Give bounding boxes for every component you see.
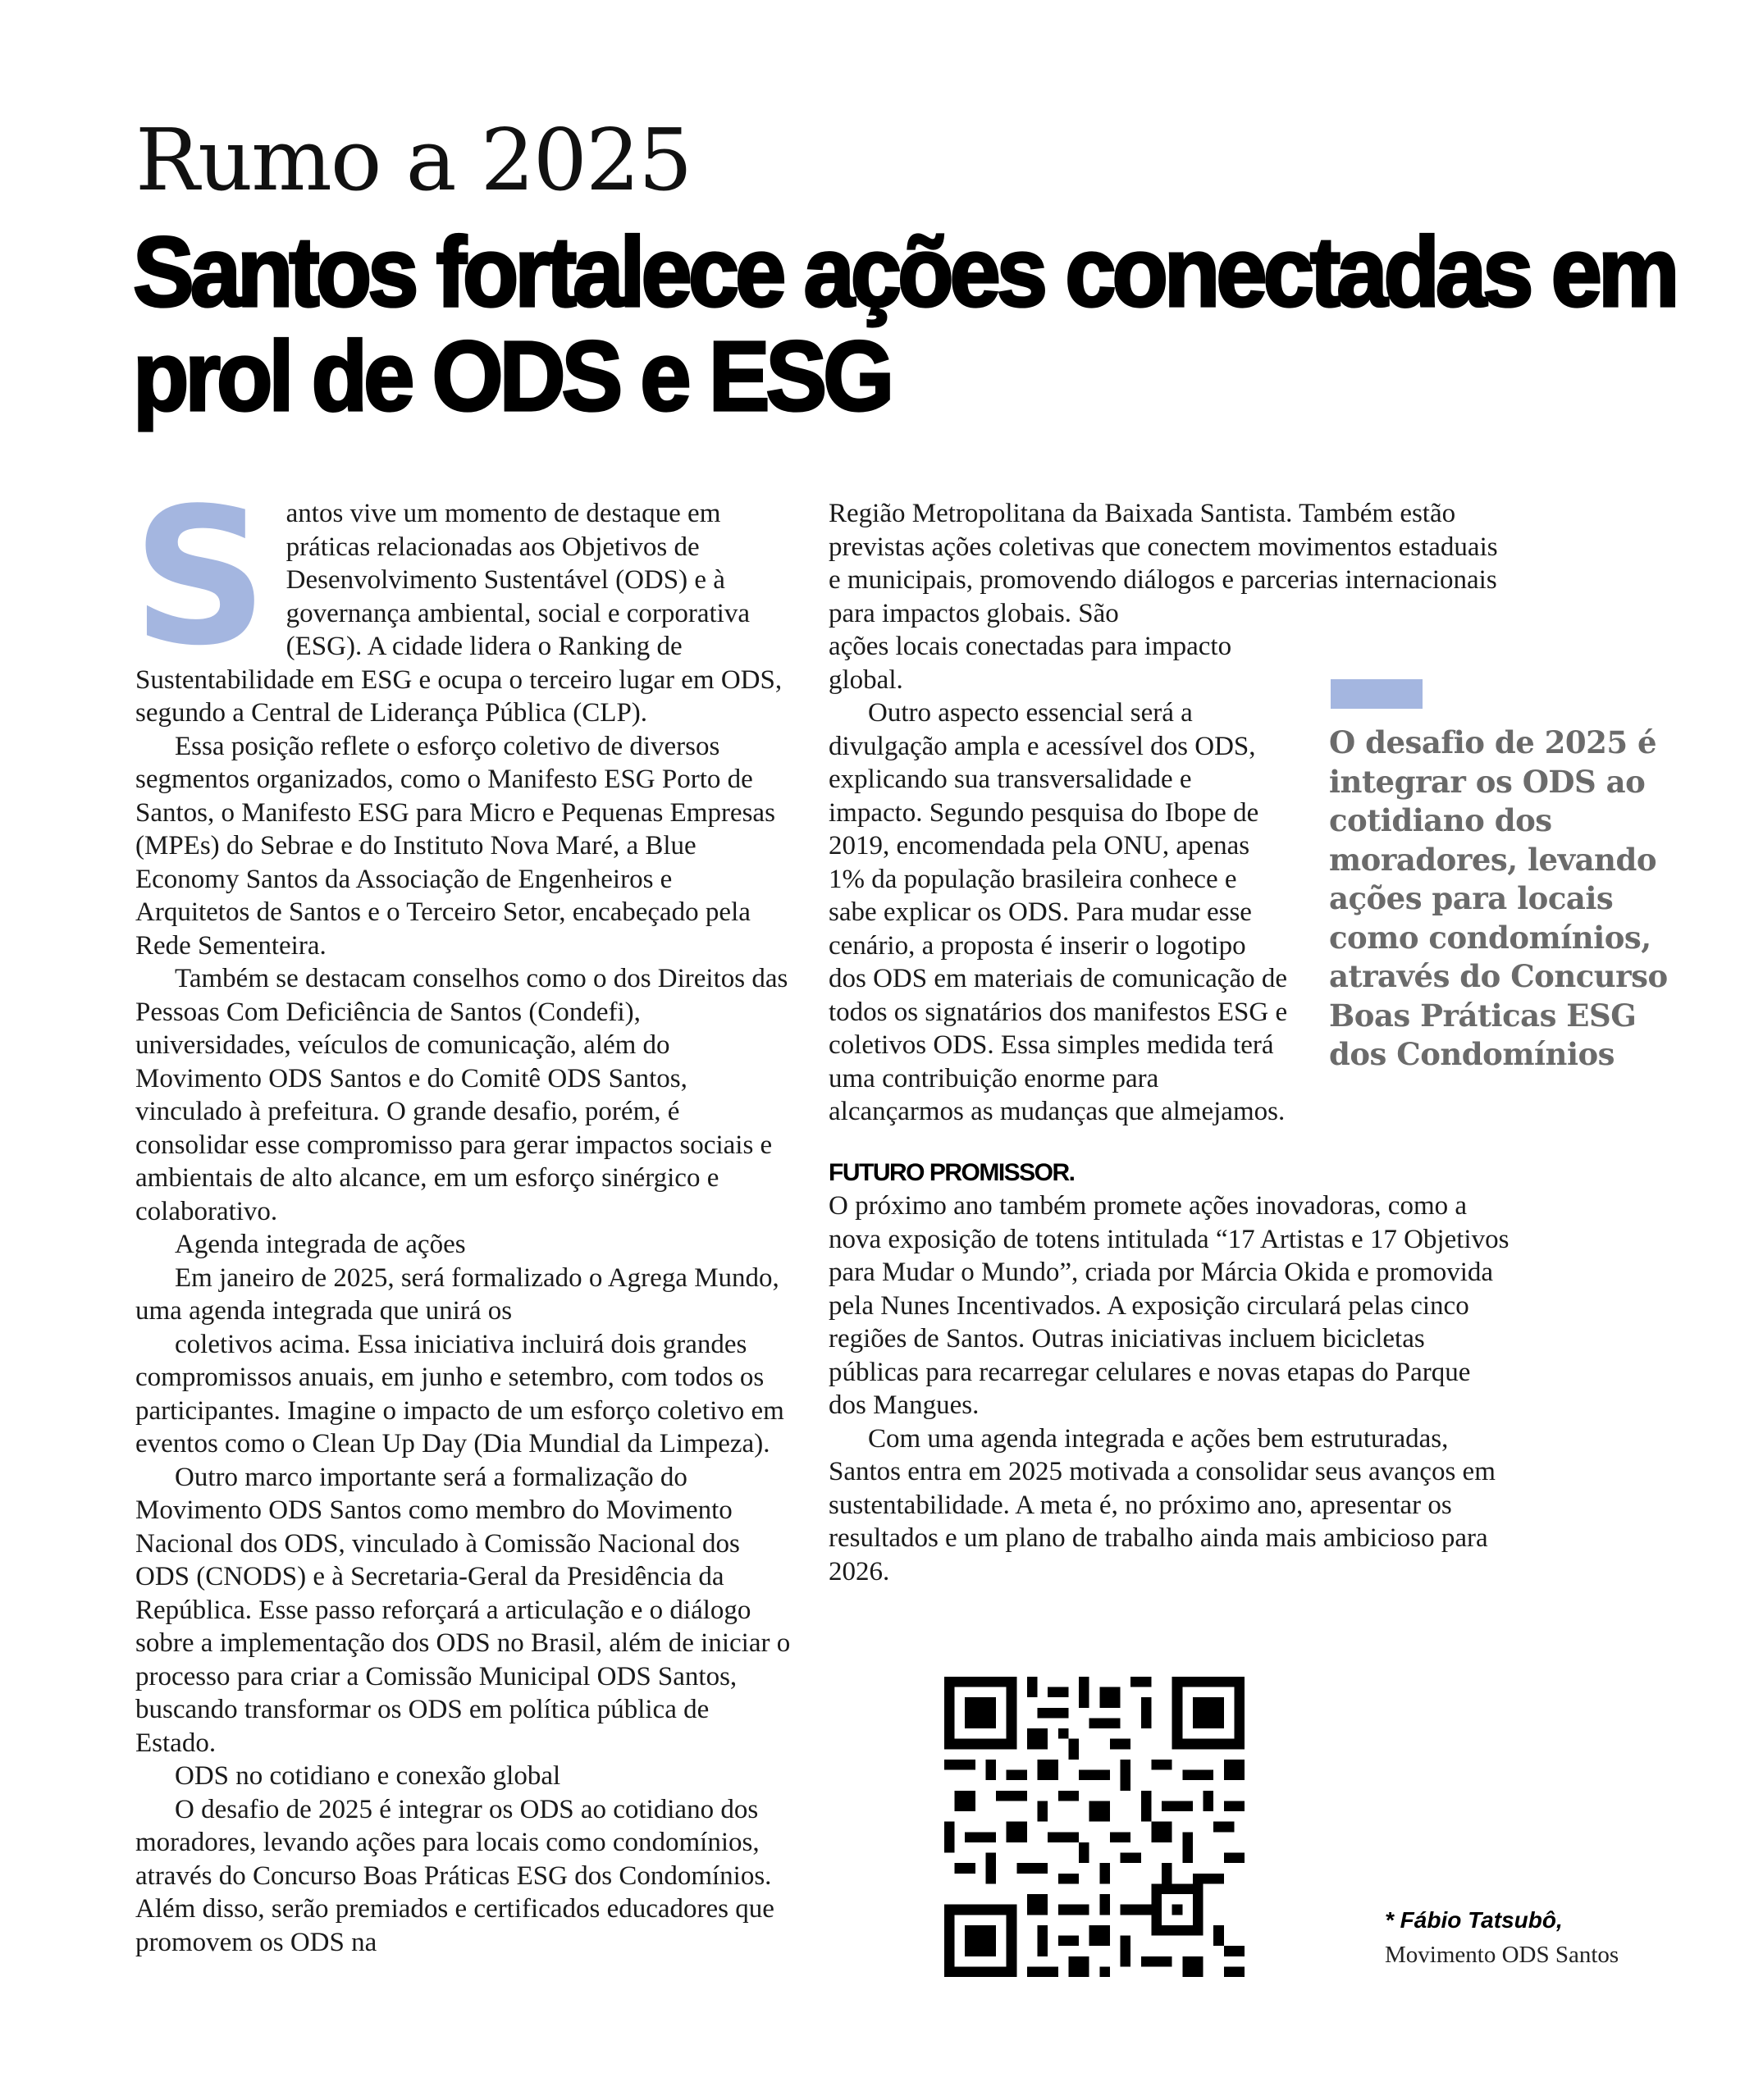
article-headline: Santos fortalece ações conectadas em prol de ODS e ESG	[133, 216, 1676, 432]
lead-paragraph: Santos vive um momento de destaque em práticas relacionadas aos Objetivos de Desenvolvimento Sustentável (ODS) e à governança ambiental, social e corporativa (ESG). A cidade lidera o Ranking de Sustentabilidade em ESG e ocupa o terceiro lugar em ODS, segundo a Central de Liderança Pública (CLP).	[132, 468, 783, 728]
body-paragraph: Essa posição reflete o esforço coletivo de diversos segmentos organizados, como o Manifesto ESG Porto de Santos, o Manifesto ESG para Micro e Pequenas Empresas (MPEs) do Sebrae e do Instituto Nova Maré, a Blue Economy Santos da Associação de Engenheiros e Arquitetos de Santos e o Terceiro Setor, encabeçado pela Rede Sementeira.	[135, 731, 775, 961]
body-paragraph: O desafio de 2025 é integrar os ODS ao cotidiano dos moradores, levando ações para locais como condomínios, através do Concurso Boas Práticas ESG dos Condomínios. Além disso, serão premiados e certificados educadores que promovem os ODS na	[135, 1794, 774, 1957]
body-paragraph: Com uma agenda integrada e ações bem estruturadas, Santos entra em 2025 motivada a consolidar seus avanços em sustentabilidade. A meta é, no próximo ano, apresentar os resultados e um plano de trabalho ainda mais ambicioso para 2026.	[829, 1423, 1496, 1586]
section-heading-agenda: Agenda integrada de ações	[175, 1230, 466, 1259]
body-paragraph: ações locais conectadas para impacto global.	[829, 632, 1232, 695]
author-byline	[1385, 1903, 1619, 1972]
body-paragraph: Também se destacam conselhos como o dos Direitos das Pessoas Com Deficiência de Santos (Condefi), universidades, veículos de comunicação, além do Movimento ODS Santos e do Comitê ODS Santos, vinculado à prefeitura. O grande desafio, porém, é consolidar esse compromisso para gerar impactos sociais e ambientais de alto alcance, em um esforço sinérgico e colaborativo.	[135, 964, 788, 1226]
body-paragraph: coletivos acima. Essa iniciativa incluirá dois grandes compromissos anuais, em junho e setembro, com todos os participantes. Imagine o impacto de um esforço coletivo em eventos como o Clean Up Day (Dia Mundial da Limpeza).	[135, 1329, 784, 1459]
article-column-1	[132, 468, 792, 1959]
section-heading-ods: ODS no cotidiano e conexão global	[175, 1761, 561, 1791]
body-paragraph: Outro marco importante será a formalização do Movimento ODS Santos como membro do Movimento Nacional dos ODS, vinculado à Comissão Nacional dos ODS (CNODS) e à Secretaria-Geral da Presidência da República. Esse passo reforçará a articulação e o diálogo sobre a implementação dos ODS no Brasil, além de iniciar o processo para criar a Comissão Municipal ODS Santos, buscando transformar os ODS em política pública de Estado.	[135, 1462, 791, 1758]
author-affiliation: Movimento ODS Santos	[1385, 1942, 1619, 1968]
body-paragraph: Outro aspecto essencial será a divulgação ampla e acessível dos ODS, explicando sua transversalidade e impacto. Segundo pesquisa do Ibope de 2019, encomendada pela ONU, apenas 1% da população brasileira conhece e sabe explicar os ODS. Para mudar esse cenário, a proposta é inserir o logotipo dos ODS em materiais de comunicação de todos os signatários dos manifestos ESG e coletivos ODS. Essa simples medida terá uma contribuição enorme para alcançarmos as mudanças que almejamos.	[829, 698, 1288, 1126]
pull-quote-accent-bar	[1331, 679, 1423, 709]
drop-cap: S	[132, 468, 268, 687]
author-name: * Fábio Tatsubô,	[1385, 1907, 1563, 1933]
body-paragraph: O próximo ano também promete ações inovadoras, como a nova exposição de totens intitulada “17 Artistas e 17 Objetivos para Mudar o Mundo”, criada por Márcia Okida e promovida pela Nunes Incentivados. A exposição circulará pelas cinco regiões de Santos. Outras iniciativas incluem bicicletas públicas para recarregar celulares e novas etapas do Parque dos Mangues.	[829, 1191, 1510, 1420]
pull-quote: O desafio de 2025 é integrar os ODS ao cotidiano dos moradores, levando ações para locais como condomínios, através do Concurso Boas Práticas ESG dos Condomínios	[1329, 724, 1668, 1072]
subhead-futuro-promissor: FUTURO PROMISSOR.	[829, 1158, 1075, 1186]
qr-code-icon[interactable]	[942, 1677, 1247, 1977]
article-kicker: Rumo a 2025	[135, 110, 692, 210]
body-paragraph: Em janeiro de 2025, será formalizado o Agrega Mundo, uma agenda integrada que unirá os	[135, 1262, 779, 1326]
body-paragraph: Região Metropolitana da Baixada Santista. Também estão previstas ações coletivas que conectem movimentos estaduais e municipais, promovendo diálogos e parcerias internacionais para impactos globais. São	[829, 499, 1498, 628]
